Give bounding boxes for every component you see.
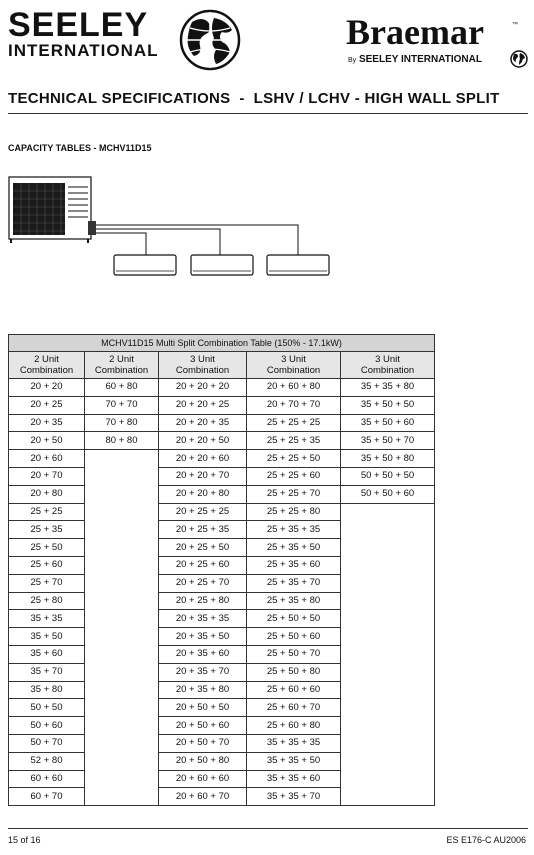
table-cell: 25 + 70 (9, 574, 85, 592)
table-cell: 20 + 25 + 60 (159, 556, 247, 574)
table-cell-empty (85, 663, 159, 681)
braemar-by-word: By (348, 57, 357, 64)
table-body (9, 379, 435, 806)
seeley-logo-subtext: INTERNATIONAL (8, 41, 159, 60)
footer-divider (8, 828, 528, 829)
table-cell-empty (341, 521, 435, 539)
table-cell: 20 + 25 (9, 396, 85, 414)
table-cell-empty (85, 467, 159, 485)
table-cell: 20 + 60 + 80 (247, 379, 341, 397)
table-cell-empty (341, 592, 435, 610)
table-cell-empty (341, 770, 435, 788)
table-cell-empty (341, 556, 435, 574)
table-cell-empty (341, 503, 435, 521)
table-cell: 20 + 60 + 60 (159, 770, 247, 788)
table-cell: 20 + 50 + 80 (159, 752, 247, 770)
col-header-line1: 2 Unit (34, 354, 59, 365)
page-number: 15 of 16 (8, 835, 41, 845)
table-cell: 35 + 50 + 70 (341, 432, 435, 450)
table-cell: 50 + 50 (9, 699, 85, 717)
table-row (9, 717, 435, 735)
table-row (9, 681, 435, 699)
table-cell: 20 + 20 + 35 (159, 414, 247, 432)
table-cell: 25 + 60 + 70 (247, 699, 341, 717)
table-cell-empty (85, 539, 159, 557)
table-cell-empty (85, 485, 159, 503)
table-cell: 25 + 50 + 50 (247, 610, 341, 628)
table-row (9, 556, 435, 574)
table-row (9, 432, 435, 450)
table-row (9, 396, 435, 414)
table-cell-empty (85, 574, 159, 592)
table-cell-empty (341, 610, 435, 628)
table-cell-empty (85, 556, 159, 574)
table-cell-empty (341, 734, 435, 752)
table-cell: 20 + 35 + 35 (159, 610, 247, 628)
table-cell-empty (85, 592, 159, 610)
indoor-unit-2-icon (191, 255, 253, 275)
table-cell: 25 + 80 (9, 592, 85, 610)
col-header (341, 352, 435, 379)
table-cell: 50 + 70 (9, 734, 85, 752)
table-cell-empty (341, 645, 435, 663)
table-cell: 35 + 35 + 80 (341, 379, 435, 397)
page-title: TECHNICAL SPECIFICATIONS - LSHV / LCHV - HIGH WALL SPLIT (8, 90, 500, 107)
table-row (9, 663, 435, 681)
table-cell-empty (85, 521, 159, 539)
braemar-logo-text: Braemar (346, 12, 484, 52)
table-cell: 25 + 25 (9, 503, 85, 521)
table-cell: 80 + 80 (85, 432, 159, 450)
table-cell: 20 + 70 + 70 (247, 396, 341, 414)
table-cell: 35 + 35 + 60 (247, 770, 341, 788)
table-cell: 20 + 50 + 50 (159, 699, 247, 717)
trademark-symbol: ™ (512, 22, 518, 28)
table-cell: 20 + 35 + 50 (159, 628, 247, 646)
indoor-unit-1-icon (114, 255, 176, 275)
table-cell-empty (341, 699, 435, 717)
table-cell: 20 + 25 + 50 (159, 539, 247, 557)
table-row (9, 467, 435, 485)
section-title: CAPACITY TABLES - MCHV11D15 (8, 143, 152, 153)
table-cell: 25 + 60 (9, 556, 85, 574)
table-cell: 60 + 70 (9, 788, 85, 806)
table-cell-empty (85, 450, 159, 468)
table-cell: 35 + 35 + 70 (247, 788, 341, 806)
table-cell: 50 + 50 + 50 (341, 467, 435, 485)
table-row (9, 645, 435, 663)
table-cell-empty (85, 699, 159, 717)
table-cell-empty (341, 663, 435, 681)
table-row (9, 592, 435, 610)
table-cell-empty (85, 734, 159, 752)
table-cell: 60 + 60 (9, 770, 85, 788)
table-cell: 20 + 20 + 70 (159, 467, 247, 485)
table-cell: 35 + 35 + 50 (247, 752, 341, 770)
table-cell: 25 + 35 + 35 (247, 521, 341, 539)
col-header-line1: 3 Unit (281, 354, 306, 365)
col-header-line2: Combination (266, 365, 321, 376)
seeley-logo-text: SEELEY (8, 6, 149, 44)
table-row (9, 610, 435, 628)
table-cell: 70 + 70 (85, 396, 159, 414)
outdoor-unit-icon (9, 177, 96, 243)
table-cell: 25 + 60 + 60 (247, 681, 341, 699)
table-row (9, 503, 435, 521)
table-row (9, 752, 435, 770)
table-cell: 25 + 35 + 60 (247, 556, 341, 574)
table-cell: 20 + 35 + 80 (159, 681, 247, 699)
table-cell: 25 + 35 + 50 (247, 539, 341, 557)
table-cell: 35 + 50 (9, 628, 85, 646)
table-cell: 35 + 50 + 80 (341, 450, 435, 468)
table-cell: 25 + 25 + 60 (247, 467, 341, 485)
table-cell: 20 + 25 + 70 (159, 574, 247, 592)
table-cell: 50 + 50 + 60 (341, 485, 435, 503)
table-cell: 20 + 25 + 35 (159, 521, 247, 539)
col-header-line2: Combination (360, 365, 415, 376)
table-cell: 20 + 70 (9, 467, 85, 485)
col-header-line1: 2 Unit (109, 354, 134, 365)
table-cell: 20 + 25 + 25 (159, 503, 247, 521)
combination-table (8, 334, 435, 806)
table-row (9, 628, 435, 646)
table-cell: 35 + 60 (9, 645, 85, 663)
table-cell-empty (85, 645, 159, 663)
table-row (9, 539, 435, 557)
table-cell: 25 + 25 + 50 (247, 450, 341, 468)
table-cell-empty (341, 574, 435, 592)
table-cell: 25 + 25 + 70 (247, 485, 341, 503)
table-cell-empty (85, 788, 159, 806)
table-cell: 70 + 80 (85, 414, 159, 432)
braemar-by-company: SEELEY INTERNATIONAL (358, 54, 482, 65)
table-cell-empty (341, 681, 435, 699)
table-cell: 52 + 80 (9, 752, 85, 770)
table-cell: 20 + 50 + 70 (159, 734, 247, 752)
document-code: ES E176-C AU2006 (446, 835, 526, 845)
table-cell: 25 + 35 + 70 (247, 574, 341, 592)
table-cell: 25 + 50 + 70 (247, 645, 341, 663)
table-header-row (9, 352, 435, 379)
table-cell-empty (85, 628, 159, 646)
table-caption: MCHV11D15 Multi Split Combination Table (150% - 17.1kW) (9, 335, 435, 352)
table-row (9, 450, 435, 468)
table-row (9, 770, 435, 788)
table-cell: 20 + 60 (9, 450, 85, 468)
table-cell: 20 + 50 (9, 432, 85, 450)
table-cell: 25 + 60 + 80 (247, 717, 341, 735)
table-cell-empty (85, 503, 159, 521)
table-cell: 35 + 50 + 60 (341, 414, 435, 432)
table-cell: 20 + 25 + 80 (159, 592, 247, 610)
globe-logo-icon (178, 8, 242, 72)
table-row (9, 485, 435, 503)
col-header (9, 352, 85, 379)
table-cell: 35 + 70 (9, 663, 85, 681)
table-cell-empty (341, 788, 435, 806)
table-cell: 20 + 35 + 70 (159, 663, 247, 681)
table-cell: 50 + 60 (9, 717, 85, 735)
refrigerant-pipes (96, 225, 298, 255)
col-header (159, 352, 247, 379)
table-row (9, 379, 435, 397)
table-row (9, 699, 435, 717)
table-row (9, 788, 435, 806)
col-header (247, 352, 341, 379)
title-divider (8, 113, 528, 114)
table-cell: 25 + 25 + 80 (247, 503, 341, 521)
table-row (9, 574, 435, 592)
table-cell-empty (341, 752, 435, 770)
table-row (9, 521, 435, 539)
table-row (9, 414, 435, 432)
col-header-line1: 3 Unit (190, 354, 215, 365)
table-cell: 20 + 80 (9, 485, 85, 503)
table-cell: 35 + 80 (9, 681, 85, 699)
col-header-line1: 3 Unit (375, 354, 400, 365)
table-cell-empty (85, 770, 159, 788)
table-cell: 20 + 35 (9, 414, 85, 432)
braemar-byline (348, 54, 482, 67)
table-cell: 20 + 60 + 70 (159, 788, 247, 806)
table-cell: 25 + 50 (9, 539, 85, 557)
indoor-unit-3-icon (267, 255, 329, 275)
multi-split-diagram (8, 175, 338, 280)
table-cell: 20 + 20 + 50 (159, 432, 247, 450)
table-cell: 25 + 25 + 25 (247, 414, 341, 432)
table-cell: 25 + 35 (9, 521, 85, 539)
table-row (9, 734, 435, 752)
table-cell-empty (85, 717, 159, 735)
table-cell: 25 + 50 + 80 (247, 663, 341, 681)
col-header-line2: Combination (94, 365, 149, 376)
table-cell-empty (341, 717, 435, 735)
table-cell: 35 + 50 + 50 (341, 396, 435, 414)
table-cell: 20 + 20 + 60 (159, 450, 247, 468)
small-globe-icon (510, 50, 528, 68)
table-cell: 20 + 20 (9, 379, 85, 397)
table-cell: 25 + 50 + 60 (247, 628, 341, 646)
table-cell: 20 + 20 + 20 (159, 379, 247, 397)
table-cell-empty (85, 681, 159, 699)
table-cell: 35 + 35 (9, 610, 85, 628)
table-cell: 20 + 20 + 80 (159, 485, 247, 503)
table-cell: 20 + 35 + 60 (159, 645, 247, 663)
table-cell-empty (85, 610, 159, 628)
table-cell: 25 + 25 + 35 (247, 432, 341, 450)
table-cell: 20 + 50 + 60 (159, 717, 247, 735)
table-cell: 60 + 80 (85, 379, 159, 397)
table-cell: 35 + 35 + 35 (247, 734, 341, 752)
table-cell-empty (85, 752, 159, 770)
table-cell: 25 + 35 + 80 (247, 592, 341, 610)
table-cell-empty (341, 539, 435, 557)
table-cell-empty (341, 628, 435, 646)
col-header-line2: Combination (175, 365, 230, 376)
col-header-line2: Combination (19, 365, 74, 376)
table-cell: 20 + 20 + 25 (159, 396, 247, 414)
col-header (85, 352, 159, 379)
